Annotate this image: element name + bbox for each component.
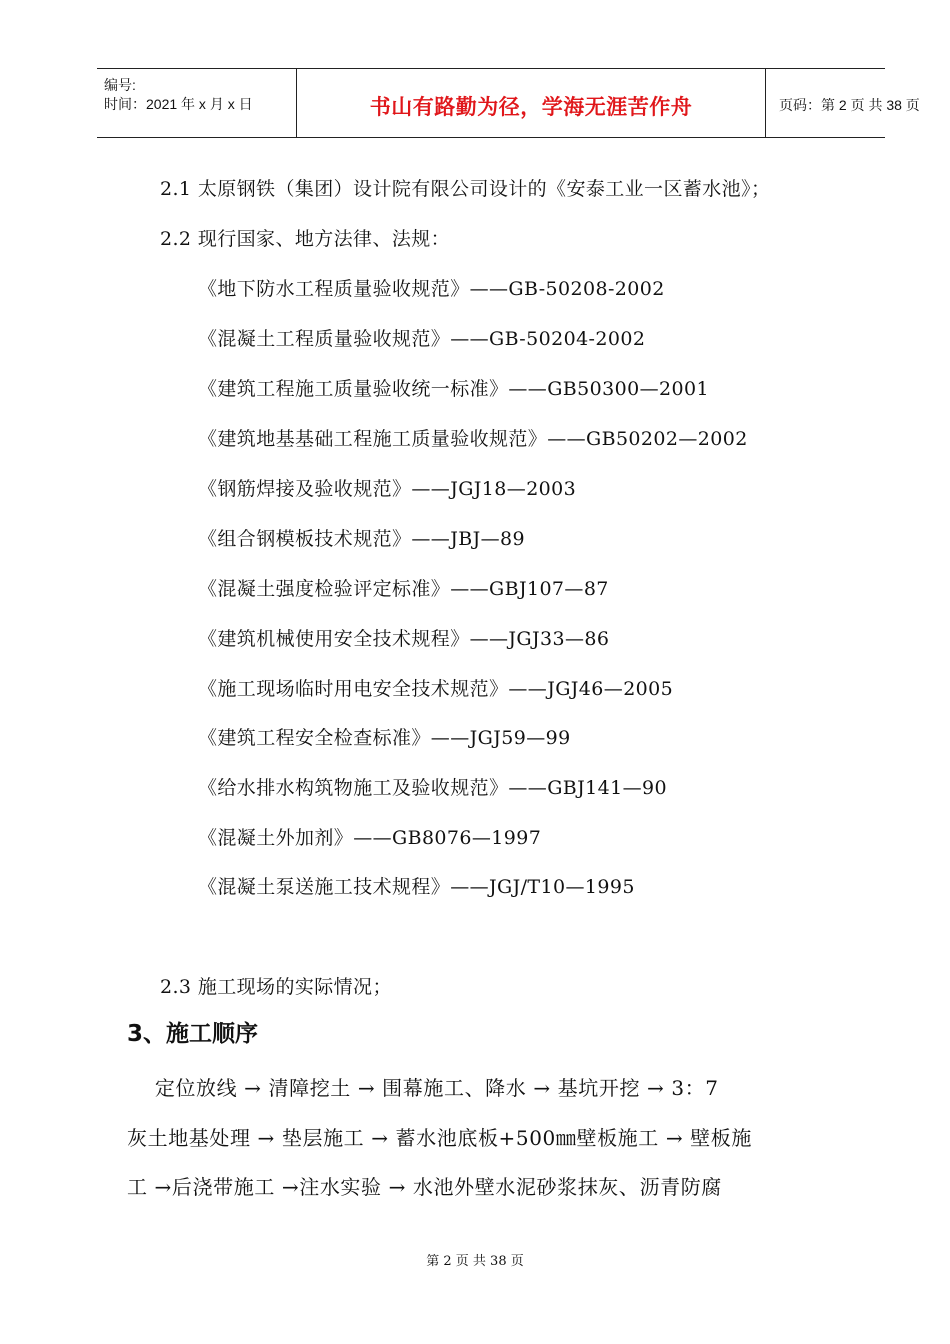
reference-item: 《混凝土工程质量验收规范》——GB-50204-2002 xyxy=(198,328,646,350)
time-label: 时间：2021 年 x 月 x 日 xyxy=(104,96,253,112)
section-2-1: 2.1 太原钢铁（集团）设计院有限公司设计的《安泰工业一区蓄水池》； xyxy=(160,178,771,200)
number-label: 编号: xyxy=(104,77,136,93)
section-2-2: 2.2 现行国家、地方法律、法规： xyxy=(160,228,451,250)
reference-item: 《混凝土强度检验评定标准》——GBJ107—87 xyxy=(198,578,609,600)
reference-item: 《钢筋焊接及验收规范》——JGJ18—2003 xyxy=(198,478,577,500)
reference-item: 《地下防水工程质量验收规范》——GB-50208-2002 xyxy=(198,278,665,300)
sequence-line: 定位放线 → 清障挖土 → 围幕施工、降水 → 基坑开挖 → 3：7 xyxy=(127,1076,719,1100)
reference-item: 《给水排水构筑物施工及验收规范》——GBJ141—90 xyxy=(198,777,667,799)
page-info: 页码：第 2 页 共 38 页 xyxy=(779,97,920,113)
reference-item: 《施工现场临时用电安全技术规范》——JGJ46—2005 xyxy=(198,678,674,700)
header-motto-cell xyxy=(296,69,766,137)
reference-item: 《建筑工程施工质量验收统一标准》——GB50300—2001 xyxy=(198,378,709,400)
header-info-cell xyxy=(97,69,296,137)
reference-item: 《建筑工程安全检查标准》——JGJ59—99 xyxy=(198,727,571,749)
sequence-line: 工 →后浇带施工 →注水实验 → 水池外壁水泥砂浆抹灰、沥青防腐 xyxy=(127,1175,722,1199)
reference-item: 《混凝土外加剂》——GB8076—1997 xyxy=(198,827,542,849)
motto: 书山有路勤为径，学海无涯苦作舟 xyxy=(369,95,693,119)
page-footer: 第 2 页 共 38 页 xyxy=(426,1254,524,1269)
section-2-3: 2.3 施工现场的实际情况； xyxy=(160,976,392,998)
reference-item: 《混凝土泵送施工技术规程》——JGJ/T10—1995 xyxy=(198,876,635,898)
reference-item: 《组合钢模板技术规范》——JBJ—89 xyxy=(198,528,525,550)
reference-item: 《建筑机械使用安全技术规程》——JGJ33—86 xyxy=(198,628,610,650)
header-page-cell xyxy=(765,69,920,137)
section-3-heading: 3、施工顺序 xyxy=(127,1021,259,1047)
page-header xyxy=(97,68,920,138)
sequence-line: 灰土地基处理 → 垫层施工 → 蓄水池底板+500㎜壁板施工 → 壁板施 xyxy=(127,1126,752,1150)
reference-item: 《建筑地基基础工程施工质量验收规范》——GB50202—2002 xyxy=(198,428,748,450)
